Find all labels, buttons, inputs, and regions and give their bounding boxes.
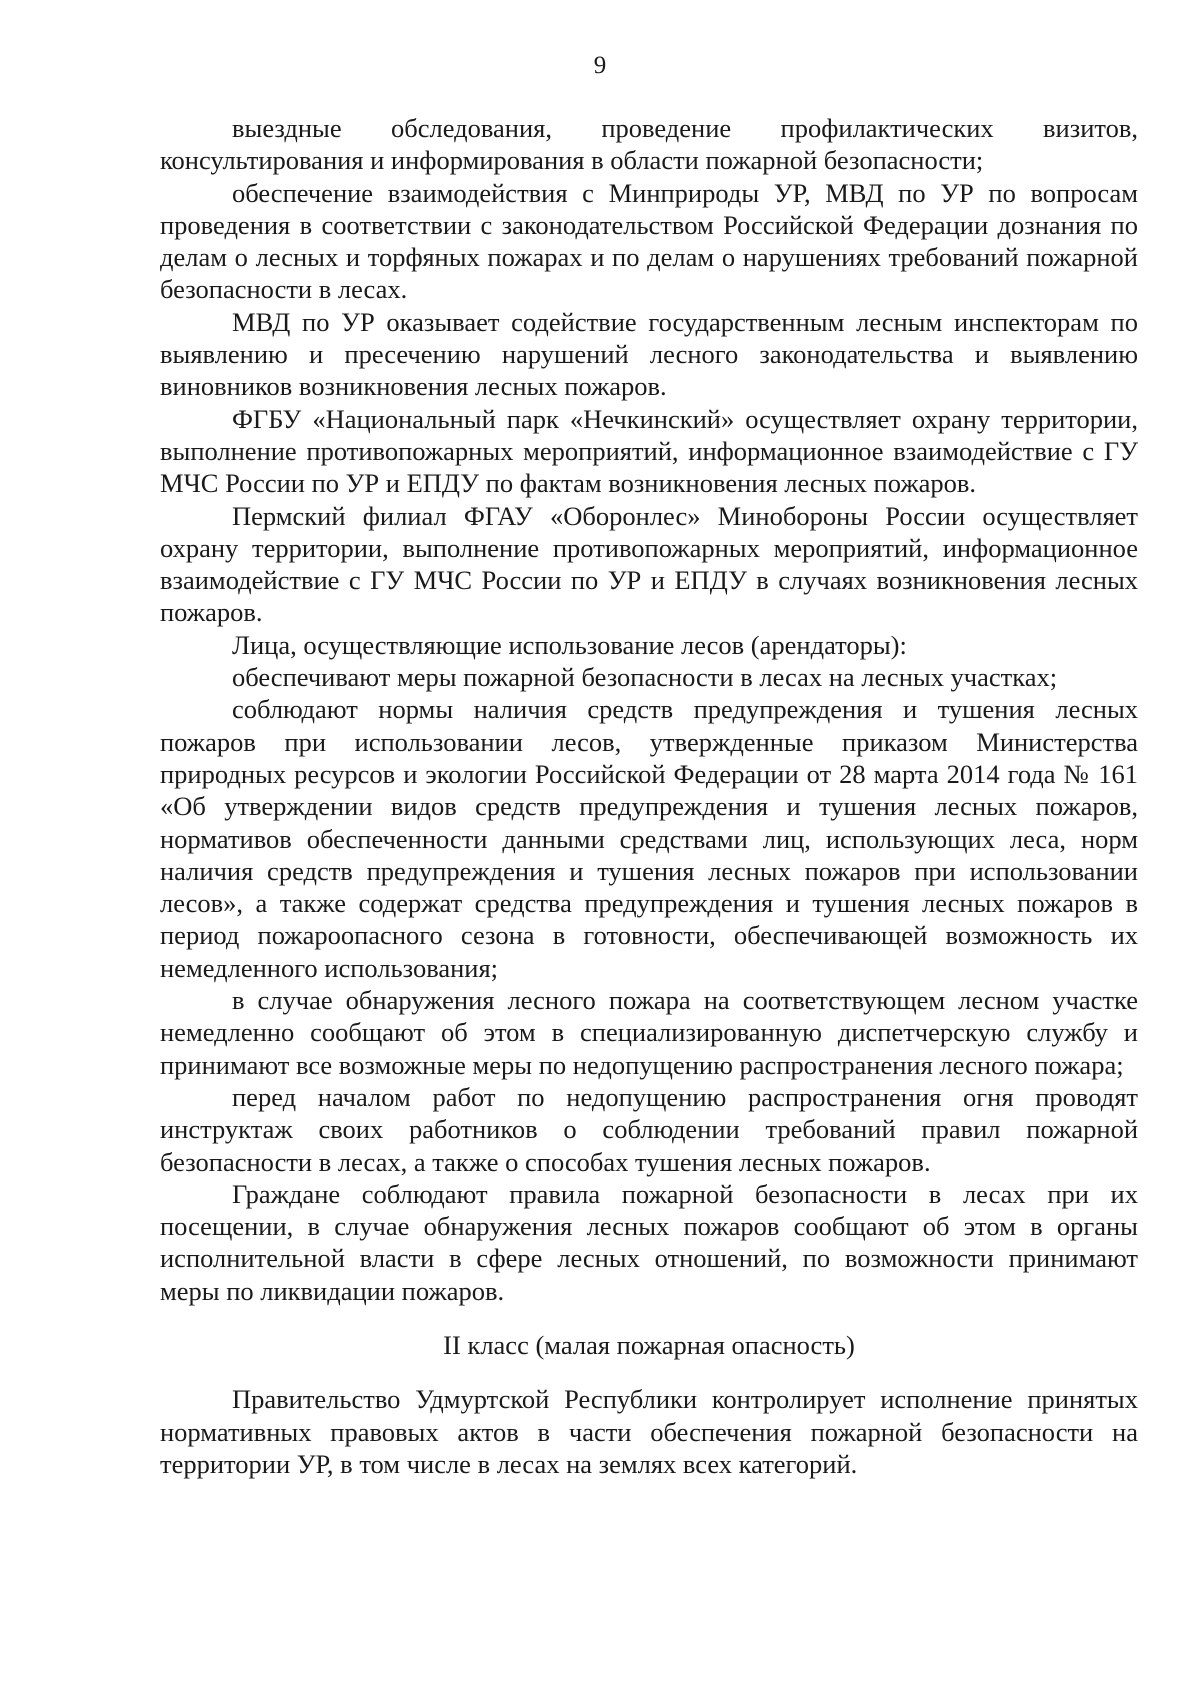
paragraph: МВД по УР оказывает содействие государственным лесным инспекторам по выявлению и пресечению нарушений лесного законодательства и выявлению виновников возникновения лесных пожаров. (160, 306, 1138, 402)
paragraph: обеспечивают меры пожарной безопасности в лесах на лесных участках; (232, 662, 1058, 693)
paragraph: перед началом работ по недопущению распространения огня проводят инструктаж своих работников о соблюдении требований правил пожарной безопасности в лесах, а также о способах тушения лесных пожаров. (160, 1081, 1138, 1177)
paragraph: выездные обследования, проведение профилактических визитов, консультирования и информирования в области пожарной безопасности; (160, 113, 1138, 176)
paragraph: обеспечение взаимодействия с Минприроды УР, МВД по УР по вопросам проведения в соответствии с законодательством Российской Федерации дознания по делам о лесных и торфяных пожарах и по делам о нарушениях требований пожарной безопасности в лесах. (160, 177, 1138, 305)
paragraph: Правительство Удмуртской Республики контролирует исполнение принятых нормативных правовых актов в части обеспечения пожарной безопасности на территории УР, в том числе в лесах на землях всех категорий. (160, 1384, 1138, 1479)
paragraph: соблюдают нормы наличия средств предупреждения и тушения лесных пожаров при использовании лесов, утвержденные приказом Министерства природных ресурсов и экологии Российской Федерации от 28 марта 2014 года № 161 «Об утверждении видов средств предупреждения и тушения лесных пожаров, нормативов обеспеченности данными средствами лиц, использующих леса, норм наличия средств предупреждения и тушения лесных пожаров при использовании лесов», а также содержат средства предупреждения и тушения лесных пожаров в период пожароопасного сезона в готовности, обеспечивающей возможность их немедленного использования; (160, 694, 1138, 983)
section-heading: II класс (малая пожарная опасность) (443, 1329, 855, 1360)
paragraph: ФГБУ «Национальный парк «Нечкинский» осуществляет охрану территории, выполнение противопожарных мероприятий, информационное взаимодействие с ГУ МЧС России по УР и ЕПДУ по фактам возникновения лесных пожаров. (160, 403, 1138, 499)
document-body (160, 112, 1138, 1480)
paragraph: Граждане соблюдают правила пожарной безопасности в лесах при их посещении, в случае обнаружения лесных пожаров сообщают об этом в органы исполнительной власти в сфере лесных отношений, по возможности принимают меры по ликвидации пожаров. (160, 1178, 1138, 1306)
paragraph: Пермский филиал ФГАУ «Оборонлес» Минобороны России осуществляет охрану территории, выполнение противопожарных мероприятий, информационное взаимодействие с ГУ МЧС России по УР и ЕПДУ в случаях возникновения лесных пожаров. (160, 500, 1138, 628)
page-number: 9 (593, 52, 607, 79)
paragraph: в случае обнаружения лесного пожара на соответствующем лесном участке немедленно сообщают об этом в специализированную диспетчерскую службу и принимают все возможные меры по недопущению распространения лесного пожара; (160, 985, 1138, 1080)
paragraph: Лица, осуществляющие использование лесов (арендаторы): (232, 629, 907, 660)
